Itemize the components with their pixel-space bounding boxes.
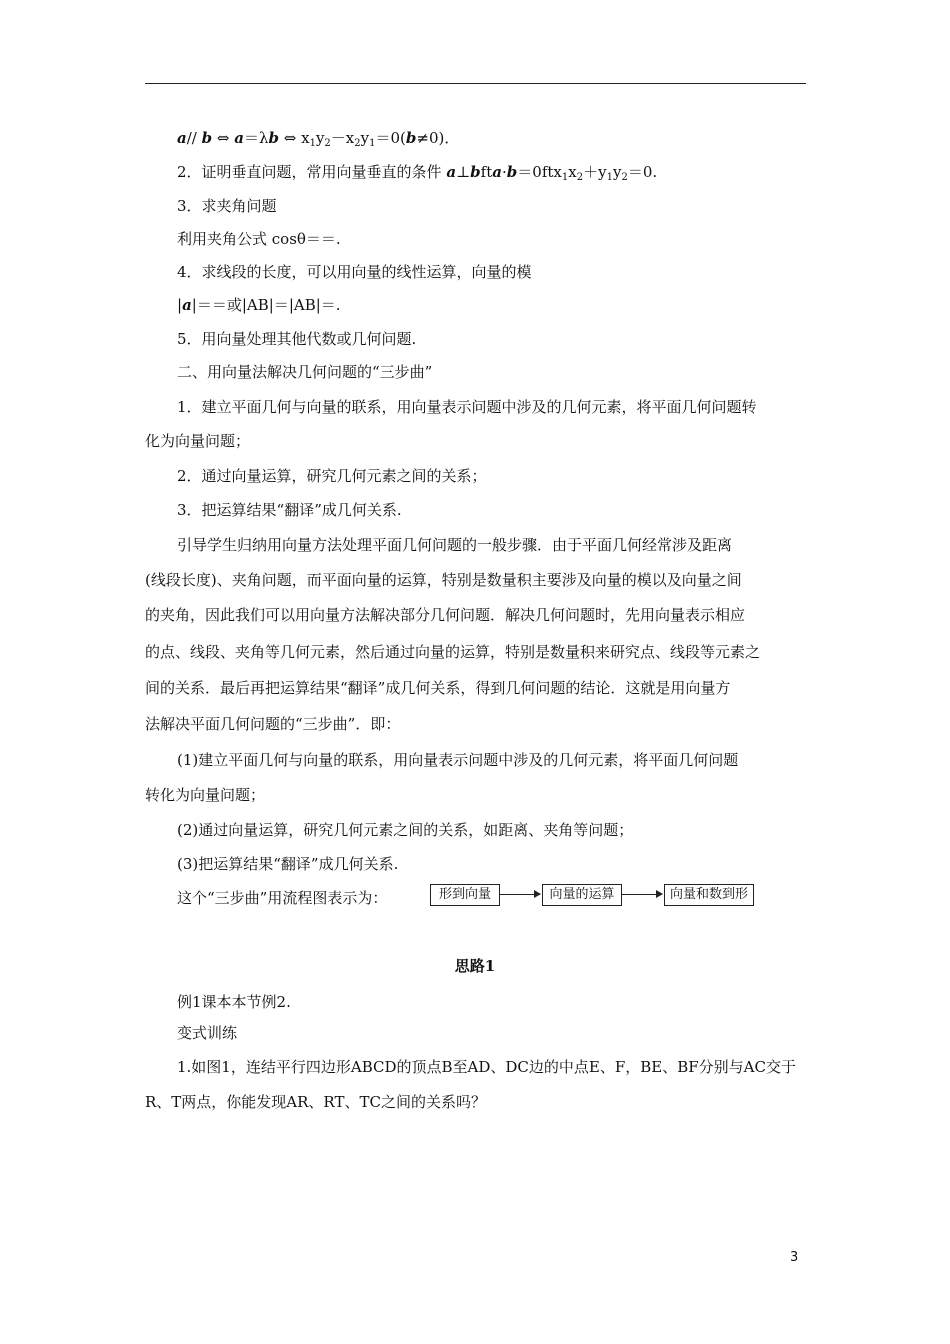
paragraph-line: 2．通过向量运算，研究几何元素之间的关系； (177, 467, 487, 485)
subscript: 1 (309, 138, 316, 149)
section-title: 思路1 (454, 957, 496, 975)
vector-a: a (492, 163, 502, 181)
paragraph-line: 1．建立平面几何与向量的联系，用向量表示问题中涉及的几何元素，将平面几何问题转 (177, 398, 757, 416)
paragraph-line: 引导学生归纳用向量方法处理平面几何问题的一般步骤．由于平面几何经常涉及距离 (177, 536, 733, 554)
vector-a: a (234, 129, 244, 147)
exercise-line: 1.如图1，连结平行四边形ABCD的顶点B至AD、DC边的中点E、F，BE、BF分别与AC交于 (177, 1058, 796, 1076)
text: －x (330, 129, 355, 147)
flowchart-caption: 这个“三步曲”用流程图表示为： (177, 889, 388, 907)
text: 2．证明垂直问题，常用向量垂直的条件 (177, 163, 447, 181)
perpendicular-condition-line (177, 162, 657, 182)
variant-training-label: 变式训练 (177, 1024, 238, 1042)
subscript: 1 (606, 172, 613, 183)
text: x (568, 163, 577, 181)
modulus-formula (177, 295, 341, 315)
text: // (186, 129, 202, 147)
paragraph-line: (3)把运算结果“翻译”成几何关系. (177, 855, 399, 873)
paragraph-line: (线段长度)、夹角问题，而平面向量的运算，特别是数量积主要涉及向量的模以及向量之间 (145, 571, 742, 589)
flow-step-1: 形到向量 (430, 884, 500, 906)
text: |＝＝或|AB|＝|AB|＝. (191, 296, 341, 314)
text: y (360, 129, 370, 147)
arrow-right-icon (500, 894, 540, 895)
subscript: 2 (324, 138, 331, 149)
text: ft (480, 163, 493, 181)
flow-step-2: 向量的运算 (542, 884, 622, 906)
arrow-right-icon (622, 894, 662, 895)
paragraph-line: 法解决平面几何问题的“三步曲”．即： (145, 715, 401, 733)
paragraph-line: 的点、线段、夹角等几何元素，然后通过向量的运算，特别是数量积来研究点、线段等元素之 (145, 643, 761, 661)
header-rule (145, 83, 806, 84)
text: | (177, 296, 183, 314)
subscript: 1 (369, 138, 376, 149)
paragraph-line: 转化为向量问题； (145, 786, 266, 804)
exercise-line: R、T两点，你能发现AR、RT、TC之间的关系吗？ (145, 1093, 486, 1111)
section-heading: 二、用向量法解决几何问题的“三步曲” (177, 363, 433, 381)
parallel-condition-line (177, 128, 459, 148)
paragraph-line: 间的关系．最后再把运算结果“翻译”成几何关系，得到几何问题的结论．这就是用向量方 (145, 679, 731, 697)
text: ⇔ (212, 129, 235, 147)
paragraph-line: 的夹角，因此我们可以用向量方法解决部分几何问题．解决几何问题时，先用向量表示相应 (145, 606, 746, 624)
subscript: 2 (576, 172, 584, 183)
vector-a: a (177, 129, 187, 147)
vector-b: b (470, 163, 481, 181)
item-3: 3．求夹角问题 (177, 197, 277, 215)
paragraph-line: (2)通过向量运算，研究几何元素之间的关系，如距离、夹角等问题； (177, 821, 634, 839)
angle-formula: 利用夹角公式 cosθ＝＝. (177, 230, 341, 248)
text: ＝λ (243, 129, 269, 147)
text: ⊥ (456, 163, 471, 181)
item-4: 4．求线段的长度，可以用向量的线性运算，向量的模 (177, 263, 532, 281)
paragraph-line: (1)建立平面几何与向量的联系，用向量表示问题中涉及的几何元素，将平面几何问题 (177, 751, 739, 769)
text: ＝0( (375, 129, 406, 147)
paragraph-line: 3．把运算结果“翻译”成几何关系. (177, 501, 402, 519)
text: ＝0. (627, 163, 658, 181)
subscript: 2 (621, 172, 628, 183)
text: ＋y (583, 163, 607, 181)
text: y (612, 163, 622, 181)
vector-b: b (405, 129, 417, 147)
vector-a: a (182, 296, 192, 314)
paragraph-line: 化为向量问题； (145, 432, 251, 450)
text: · (502, 163, 507, 181)
page-number: 3 (790, 1250, 799, 1265)
vector-b: b (201, 129, 213, 147)
vector-b: b (506, 163, 518, 181)
item-5: 5．用向量处理其他代数或几何问题. (177, 330, 417, 348)
text: ＝0ftx (517, 163, 562, 181)
text: y (315, 129, 325, 147)
text: ⇔ x (278, 129, 310, 147)
vector-b: b (268, 129, 279, 147)
example-line: 例1课本本节例2. (177, 993, 291, 1011)
vector-a: a (446, 163, 457, 181)
subscript: 2 (354, 138, 361, 149)
subscript: 1 (561, 172, 569, 183)
text: ≠0)． (416, 129, 460, 147)
flow-step-3: 向量和数到形 (664, 884, 754, 906)
